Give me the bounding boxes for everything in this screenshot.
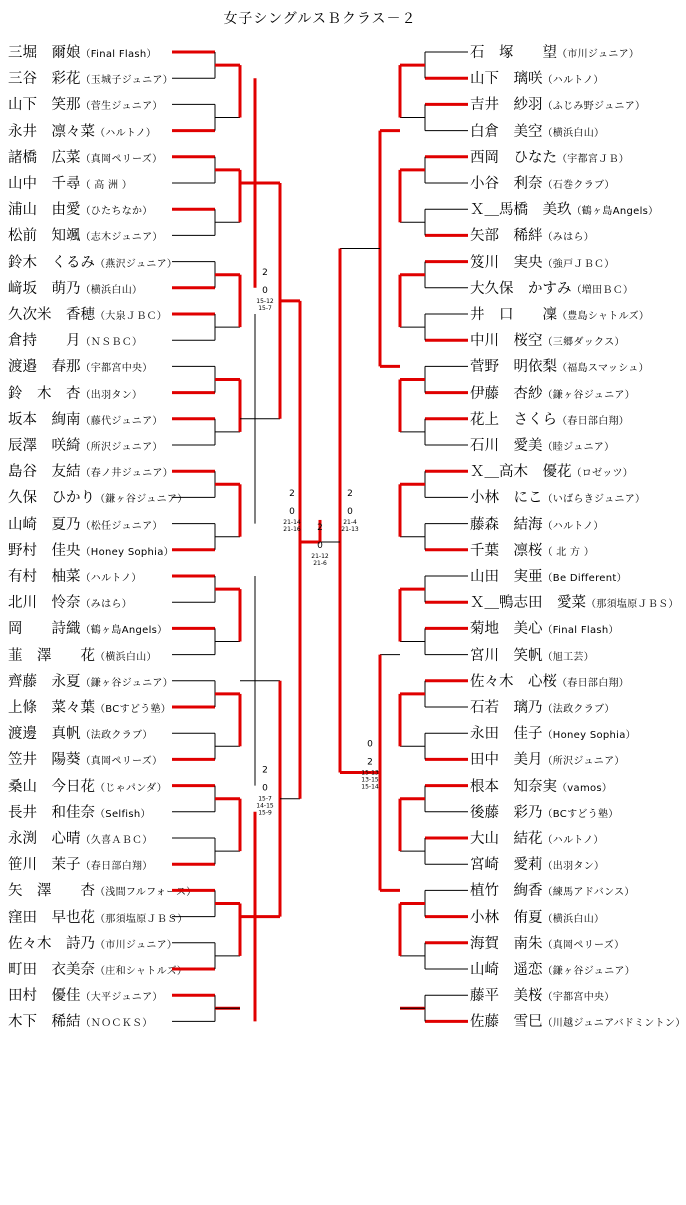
player-name: 浦山 由愛 — [8, 202, 81, 219]
player-name: 山崎 遥恋 — [470, 962, 543, 978]
player-name: 山崎 夏乃 — [8, 516, 81, 533]
player-name: 山下 笑那 — [8, 97, 81, 114]
player-club: （みはら） — [80, 599, 132, 611]
player-club: （ハルトノ） — [542, 75, 604, 87]
player-club: （真岡ペリーズ） — [542, 939, 625, 951]
player-name: 鈴 木 杏 — [8, 385, 81, 402]
game-score: 21-16 — [283, 525, 301, 533]
player-name: 大山 結花 — [470, 831, 543, 847]
player-club: （所沢ジュニア） — [80, 442, 163, 453]
player-name: 山田 実亜 — [470, 569, 543, 585]
player-name: 山中 千尋 — [8, 176, 81, 192]
player-name: 石川 愛美 — [470, 438, 543, 454]
player-name: 菅野 明依梨 — [470, 359, 557, 376]
player-club: （法政クラブ） — [542, 704, 615, 715]
player-name: 海賀 南朱 — [470, 935, 543, 952]
game-score: 21-13 — [341, 525, 359, 533]
player-club: （所沢ジュニア） — [542, 756, 625, 768]
score-b: 0 — [347, 506, 353, 517]
player-club: （出羽タン） — [80, 389, 143, 401]
player-club: （ハルトノ） — [80, 573, 142, 584]
game-score: 15-7 — [258, 795, 272, 803]
player-name: 北川 怜奈 — [8, 595, 81, 612]
player-club: （横浜白山） — [542, 913, 605, 925]
player-club: （那須塩原ＪＢＳ） — [586, 599, 679, 611]
player-club: （Selfish） — [95, 808, 151, 820]
player-name: 佐藤 雪巳 — [470, 1014, 543, 1031]
player-name: 中川 桜空 — [470, 333, 543, 350]
player-name: 渡邉 春那 — [8, 359, 81, 376]
player-name: 植竹 絢香 — [470, 883, 543, 900]
player-name: 松前 知颯 — [8, 228, 81, 245]
player-club: （鎌ヶ谷ジュニア） — [542, 966, 635, 977]
player-club: （石巻クラブ） — [542, 180, 615, 191]
player-club: （ＮＯＣＫＳ） — [80, 1018, 153, 1030]
player-name: 坂本 絢南 — [8, 411, 81, 428]
player-name: 千葉 凛桜 — [470, 542, 543, 559]
player-name: 吉井 紗羽 — [470, 97, 543, 114]
player-name: 町田 衣美奈 — [8, 962, 95, 978]
player-name: 田中 美月 — [470, 752, 543, 769]
player-club: （福島スマッシュ） — [557, 363, 649, 375]
game-score: 15-13 — [361, 769, 379, 777]
player-club: （藤代ジュニア） — [80, 415, 163, 427]
player-name: 藤平 美桜 — [470, 988, 543, 1005]
player-name: 久次米 香穂 — [8, 307, 95, 323]
game-score: 21-14 — [283, 518, 301, 526]
player-name: 桑山 今日花 — [8, 778, 95, 795]
game-score: 15-9 — [258, 809, 272, 817]
player-club: （鶴ヶ島Angels） — [571, 206, 659, 218]
player-name: 田村 優佳 — [8, 988, 81, 1005]
player-name: 渡邊 真帆 — [8, 726, 81, 743]
player-club: （志木ジュニア） — [80, 232, 163, 244]
player-name: 佐々木 詩乃 — [8, 935, 95, 952]
player-club: （市川ジュニア） — [95, 939, 178, 951]
score-a: 2 — [317, 522, 323, 533]
player-club: （睦ジュニア） — [542, 442, 615, 453]
player-club: （春ノ井ジュニア） — [80, 468, 173, 480]
player-name: 藤森 結海 — [470, 516, 543, 533]
player-name: 島谷 友結 — [8, 464, 81, 481]
player-club: （ロゼッツ） — [571, 468, 634, 480]
player-club: （豊島シャトルズ） — [557, 311, 650, 322]
game-score: 21-4 — [343, 518, 357, 526]
player-club: （Honey Sophia） — [542, 730, 636, 742]
player-name: 山下 璃咲 — [470, 71, 543, 88]
player-club: （ふじみ野ジュニア） — [542, 101, 646, 113]
player-name: Ｘ＿馬橋 美玖 — [470, 202, 572, 219]
player-club: （BCすどう塾） — [542, 808, 619, 820]
player-name: 宮川 笑帆 — [470, 647, 543, 664]
player-club: （横浜白山） — [542, 127, 605, 139]
player-name: 宮崎 愛莉 — [470, 857, 543, 874]
player-name: 倉持 月 — [8, 333, 81, 350]
player-club: （ 高 洲 ） — [80, 180, 133, 191]
player-club: （出羽タン） — [542, 861, 605, 873]
player-name: 長井 和佳奈 — [8, 804, 95, 821]
player-club: （法政クラブ） — [80, 730, 153, 742]
game-score: 14-15 — [256, 802, 274, 810]
player-name: 永田 佳子 — [470, 726, 543, 743]
player-name: 佐々木 心桜 — [470, 673, 557, 690]
player-name: 花上 さくら — [470, 411, 557, 428]
player-name: 鈴木 くるみ — [8, 254, 95, 271]
score-b: 0 — [289, 506, 295, 517]
player-name: 齊藤 永夏 — [8, 673, 81, 690]
player-name: Ｘ＿高木 優花 — [470, 464, 572, 481]
player-club: （ハルトノ） — [95, 127, 157, 139]
player-name: 上條 菜々葉 — [8, 700, 95, 716]
player-club: （じゃパンダ） — [95, 782, 167, 794]
player-club: （鶴ヶ島Angels） — [80, 625, 168, 637]
player-club: （横浜白山） — [95, 651, 157, 663]
player-club: （旭工芸） — [542, 651, 594, 663]
player-name: 伊藤 杏紗 — [470, 385, 543, 402]
score-b: 0 — [262, 285, 268, 296]
player-club: （いばらきジュニア） — [542, 494, 646, 506]
player-club: （三郷ダックス） — [542, 337, 625, 349]
player-club: （ＮＳＢＣ） — [80, 337, 143, 349]
score-b: 2 — [367, 757, 373, 768]
player-name: 矢 澤 杏 — [8, 883, 95, 900]
player-club: （BCすどう塾） — [95, 704, 172, 715]
player-club: （宇都宮ＪＢ） — [557, 153, 630, 165]
player-name: 小林 にこ — [470, 490, 543, 507]
player-name: 笈川 実央 — [470, 254, 543, 271]
player-club: （宇都宮中央） — [80, 363, 153, 375]
player-club: （玉城子ジュニア） — [80, 75, 173, 87]
player-name: 小林 侑夏 — [470, 909, 543, 926]
player-name: 小谷 利奈 — [470, 176, 543, 192]
player-name: 後藤 彩乃 — [470, 804, 543, 821]
player-club: （春日部白翔） — [557, 415, 630, 427]
player-name: Ｘ＿鴨志田 愛菜 — [470, 595, 586, 612]
player-club: （強戸ＪＢＣ） — [542, 258, 615, 270]
player-club: （燕沢ジュニア） — [95, 258, 178, 270]
player-name: 石若 璃乃 — [470, 700, 543, 716]
game-score: 15-12 — [256, 297, 274, 305]
player-name: 韮 澤 花 — [8, 647, 95, 664]
player-name: 大久保 かすみ — [470, 280, 572, 297]
player-name: 西岡 ひなた — [470, 149, 557, 166]
player-name: 木下 稀結 — [8, 1014, 81, 1031]
player-club: （大泉ＪＢＣ） — [95, 311, 168, 322]
player-name: 笠井 陽葵 — [8, 752, 81, 769]
player-club: （横浜白山） — [80, 284, 143, 296]
player-club: （Be Different） — [542, 573, 627, 584]
player-club: （鎌ヶ谷ジュニア） — [95, 494, 188, 506]
game-score: 21-6 — [313, 559, 327, 567]
player-club: （川越ジュニアバドミントン） — [542, 1018, 686, 1030]
player-club: （Final Flash） — [542, 625, 619, 637]
score-b: 0 — [317, 540, 323, 551]
player-name: 矢部 稀絆 — [470, 228, 543, 245]
player-club: （練馬アドバンス） — [542, 887, 635, 899]
player-name: 永井 凛々菜 — [8, 123, 95, 140]
player-name: 久保 ひかり — [8, 490, 95, 507]
score-b: 0 — [262, 783, 268, 794]
player-club: （春日部白翔） — [80, 861, 153, 873]
page-title: 女子シングルスＢクラス－２ — [223, 11, 417, 27]
player-club: （真岡ペリーズ） — [80, 153, 163, 165]
player-club: （市川ジュニア） — [557, 49, 640, 60]
player-name: 笹川 茉子 — [8, 857, 81, 874]
player-name: 有村 柚菜 — [8, 569, 81, 585]
player-club: （久喜ＡＢＣ） — [80, 835, 153, 846]
player-club: （ひたちなか） — [80, 206, 153, 218]
score-a: 2 — [262, 765, 268, 776]
player-club: （鎌ヶ谷ジュニア） — [80, 677, 173, 689]
player-club: （菅生ジュニア） — [80, 101, 163, 113]
game-score: 15-14 — [361, 783, 379, 791]
player-name: 三堀 爾娘 — [8, 45, 81, 61]
player-name: 諸橋 広菜 — [8, 149, 81, 166]
score-a: 0 — [367, 739, 373, 750]
player-club: （鎌ヶ谷ジュニア） — [542, 389, 635, 401]
player-club: （春日部白翔） — [557, 677, 630, 689]
player-name: 辰澤 咲綺 — [8, 438, 81, 454]
player-name: 岡 詩織 — [8, 621, 81, 638]
player-club: （大平ジュニア） — [80, 992, 163, 1004]
score-a: 2 — [347, 488, 353, 499]
player-club: （増田ＢＣ） — [571, 284, 634, 296]
game-score: 15-7 — [258, 304, 272, 312]
score-a: 2 — [262, 267, 268, 278]
player-club: （松任ジュニア） — [80, 520, 163, 532]
player-name: 﨑坂 萌乃 — [8, 280, 81, 297]
player-club: （庄和シャトルズ） — [95, 966, 188, 977]
player-name: 根本 知奈実 — [470, 778, 557, 795]
player-club: （那須塩原ＪＢＳ） — [95, 913, 188, 925]
player-club: （みはら） — [542, 232, 594, 244]
player-club: （浅間フルフォース） — [95, 887, 197, 899]
player-club: （宇都宮中央） — [542, 992, 615, 1004]
player-name: 永渕 心晴 — [8, 831, 81, 847]
player-name: 白倉 美空 — [470, 123, 543, 140]
player-club: （真岡ペリーズ） — [80, 756, 163, 768]
player-name: 三谷 彩花 — [8, 71, 81, 88]
game-score: 21-12 — [311, 552, 329, 560]
player-name: 菊地 美心 — [470, 621, 543, 638]
player-club: （ハルトノ） — [542, 835, 604, 846]
player-club: （Final Flash） — [80, 49, 157, 60]
player-club: （ハルトノ） — [542, 520, 604, 532]
game-score: 13-15 — [361, 776, 379, 784]
player-club: （vamos） — [557, 782, 613, 794]
player-club: （Honey Sophia） — [80, 546, 174, 558]
player-name: 井 口 凜 — [470, 307, 557, 323]
player-name: 石 塚 望 — [470, 45, 557, 61]
player-name: 野村 佳央 — [8, 542, 81, 559]
score-a: 2 — [289, 488, 295, 499]
player-name: 窪田 早也花 — [8, 909, 95, 926]
player-club: （ 北 方 ） — [542, 546, 595, 558]
